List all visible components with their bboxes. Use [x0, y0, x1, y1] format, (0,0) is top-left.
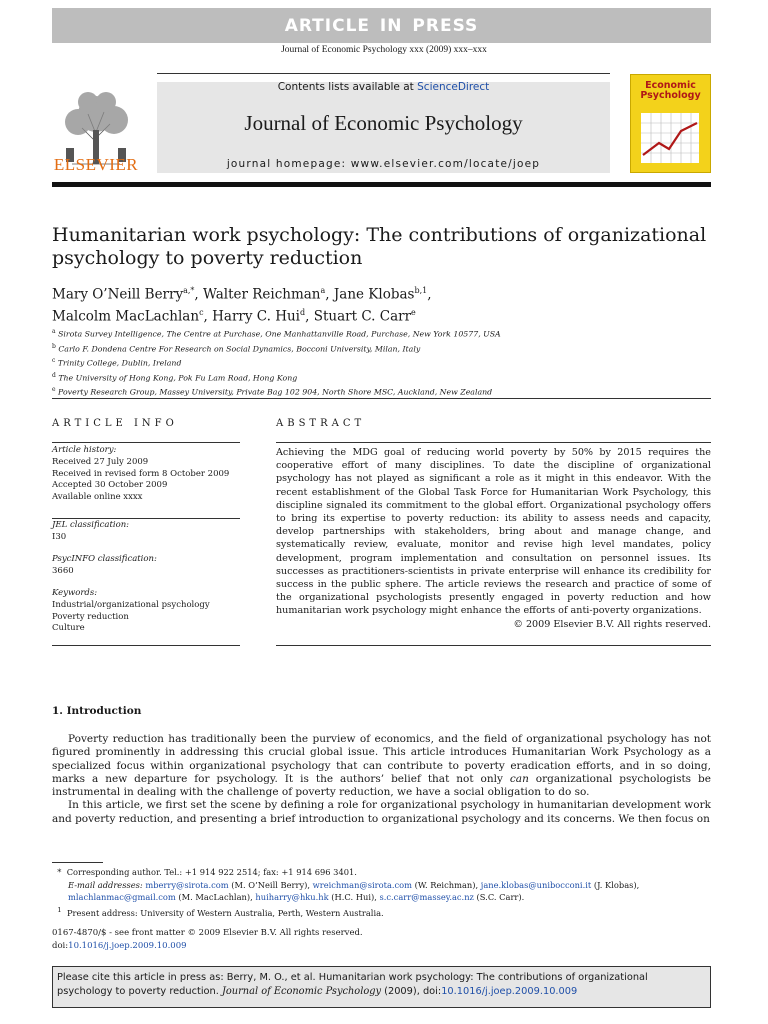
jel-value: I30	[52, 531, 67, 542]
doi-link[interactable]: 10.1016/j.joep.2009.10.009	[68, 940, 187, 951]
author-marker: e	[411, 307, 416, 317]
citation-journal: Journal of Economic Psychology	[221, 986, 382, 997]
keyword: Industrial/organizational psychology	[52, 599, 210, 610]
journal-cover-thumbnail	[630, 74, 711, 173]
affiliation-text: Carlo F. Dondena Centre For Research on Social Dynamics, Bocconi University, Milan, Italy	[58, 344, 421, 354]
email-link[interactable]: huiharry@hku.hk	[255, 892, 329, 902]
email-owner: (M. O’Neill Berry),	[228, 879, 313, 890]
intro-text: Poverty reduction has traditionally been the purview of economics, and the field of organizational psychology has not figured prominently in addressing this crucial global issue. This article introduces Humanitarian Work Psychology as a specialized focus within organizational psychology that can contribute to poverty eradication efforts, and in so doing, marks a new departure for psychology. It is the authors’ belief that not only	[52, 733, 711, 785]
affiliation-item	[52, 355, 712, 370]
footnote-rule	[52, 862, 103, 863]
cover-title-line2: Psychology	[640, 90, 701, 101]
received-date: Received 27 July 2009	[52, 456, 149, 467]
author-name: Mary O’Neill Berry	[52, 286, 184, 303]
intro-paragraph: In this article, we first set the scene by defining a role for organizational psychology in humanitarian development work and poverty reduction, and presenting a brief introduction to organizational psychology and its concerns. We then focus on	[52, 799, 711, 825]
citation-text: Please cite this article in press as: Berry, M. O., et al. Humanitarian work psychology: The contributions of organizational psychology to poverty reduction.	[57, 972, 648, 997]
article-title-line1: Humanitarian work psychology: The contributions of organizational	[52, 224, 707, 246]
citation-box	[52, 966, 711, 1008]
corresponding-text: Corresponding author. Tel.: +1 914 922 2514; fax: +1 914 696 3401.	[66, 867, 357, 877]
affiliation-mark: a	[52, 328, 56, 335]
cover-title	[631, 81, 710, 101]
article-info-label: ARTICLE INFO	[52, 418, 178, 429]
affiliation-mark: e	[52, 386, 56, 394]
abstract-copyright: © 2009 Elsevier B.V. All rights reserved.	[513, 618, 711, 630]
affiliation-item	[52, 370, 712, 385]
elsevier-wordmark: ELSEVIER	[53, 155, 139, 174]
doi-label: doi:	[52, 940, 69, 951]
author-list: Mary O’Neill Berry$^{a,*}$, Walter Reichman$^a$, Jane Klobas$^{b,1}$, Malcolm MacLachlan$^c$, Harry C. Hui$^d$, Stuart C. Carr$^e$	[52, 286, 432, 324]
affiliation-text: Trinity College, Dublin, Ireland	[57, 358, 182, 368]
article-history	[52, 445, 240, 504]
contents-prefix: Contents lists available at	[277, 81, 418, 93]
keywords	[52, 588, 240, 635]
author-name: Harry C. Hui	[212, 308, 301, 324]
intro-text: organizational psychologists be instrumental in dealing with the challenge of poverty reduction, we have a social obligation to do so.	[52, 772, 711, 799]
doi-line	[52, 940, 452, 953]
abstract-rule-top	[276, 442, 711, 443]
email-link[interactable]: wreichman@sirota.com	[312, 879, 413, 890]
issn-line: 0167-4870/$ - see front matter © 2009 Elsevier B.V. All rights reserved.	[52, 928, 363, 938]
author-marker: a	[320, 286, 326, 295]
footnotes	[52, 866, 711, 919]
keyword: Poverty reduction	[52, 611, 129, 622]
citation-doi-link[interactable]: 10.1016/j.joep.2009.10.009	[441, 986, 578, 997]
introduction-heading: 1. Introduction	[52, 705, 142, 717]
email-note	[52, 879, 711, 904]
abstract-rule-bottom	[276, 645, 711, 646]
affiliation-text: The University of Hong Kong, Pok Fu Lam Road, Hong Kong	[58, 373, 298, 383]
affiliation-item	[52, 326, 712, 341]
email-link[interactable]: mberry@sirota.com	[145, 879, 229, 890]
jel-heading: JEL classification:	[52, 520, 130, 530]
psycinfo-heading: PsycINFO classification:	[52, 554, 157, 564]
citation-text: (2009), doi:	[381, 986, 442, 997]
email-owner: (M. MacLachlan),	[175, 892, 256, 902]
cover-title-line1: Economic	[645, 80, 696, 91]
info-rule	[52, 518, 240, 519]
jel-classification	[52, 520, 240, 544]
affiliation-text: Sirota Survey Intelligence, The Centre at Purchase, One Manhattanville Road, Purchase, New York 10577, USA	[58, 329, 501, 339]
abstract-body	[276, 446, 711, 631]
cover-chart-icon	[641, 113, 699, 163]
author-marker: d	[300, 307, 306, 317]
header-bottom-rule	[52, 182, 711, 187]
email-owner: (W. Reichman),	[412, 879, 481, 890]
online-date: Available online xxxx	[52, 492, 143, 503]
journal-homepage[interactable]: journal homepage: www.elsevier.com/locate/joep	[226, 158, 541, 170]
author-marker: a,*	[183, 286, 195, 295]
email-link[interactable]: jane.klobas@unibocconi.it	[480, 879, 592, 890]
section-divider	[52, 398, 711, 399]
article-in-press-banner: ARTICLE IN PRESS	[52, 8, 711, 43]
intro-emphasis: can	[509, 772, 529, 785]
present-address-text: Present address: University of Western Australia, Perth, Western Australia.	[66, 907, 384, 918]
sciencedirect-link[interactable]: ScienceDirect	[417, 81, 490, 93]
header-top-rule	[157, 73, 610, 74]
corresponding-author-note: * Corresponding author. Tel.: +1 914 922 2514; fax: +1 914 696 3401.	[52, 867, 357, 877]
info-rule-bottom	[52, 645, 240, 646]
author-name: Walter Reichman	[203, 286, 321, 303]
accepted-date: Accepted 30 October 2009	[52, 480, 168, 491]
psycinfo-classification	[52, 554, 240, 578]
author-marker: c	[199, 307, 204, 317]
abstract-label: ABSTRACT	[276, 418, 366, 429]
email-owner: (H.C. Hui),	[328, 892, 380, 902]
revised-date: Received in revised form 8 October 2009	[52, 468, 230, 479]
intro-paragraph	[52, 733, 711, 799]
abstract-text: Achieving the MDG goal of reducing world poverty by 50% by 2015 requires the cooperative effort of many disciplines. To date the discipline of organizational psychology has not played as significant a role as it might in this endeavor. With the recent establishment of the Global Task Force for Humanitarian Work Psychology, this discipline signaled its commitment to the global effort. Organizational psychology offers to bring its expertise to poverty reduction: its ability to assess needs and capacity, develop partnerships with stakeholders, bring about and manage change, and systematically review, evaluate, monitor and revise high level mandates, policy development, program implementation and consultation on personnel issues. Its successes as practitioners-scientists in private enterprise will enhance its credibility for success in the public sphere. The article reviews the research and practice of some of the organizational psychologists presently engaged in poverty reduction and how humanitarian work psychology might enhance the efforts of anti-poverty organizations.	[276, 447, 711, 617]
author-name: Jane Klobas	[333, 286, 415, 303]
email-link[interactable]: mlachlanmac@gmail.com	[68, 892, 176, 902]
history-heading: Article history:	[52, 445, 117, 455]
affiliation-item	[52, 384, 712, 399]
email-label: E-mail addresses:	[68, 879, 143, 890]
front-matter	[52, 927, 452, 952]
present-address-note: $^1$ Present address: University of Western Australia, Perth, Western Australia.	[57, 905, 384, 918]
introduction-body	[52, 733, 711, 826]
email-link[interactable]: s.c.carr@massey.ac.nz	[379, 892, 474, 902]
affiliation-item	[52, 341, 712, 356]
journal-reference: Journal of Economic Psychology xxx (2009) xxx–xxx	[281, 45, 487, 55]
affiliation-mark: c	[52, 357, 56, 365]
email-owner: (J. Klobas),	[591, 879, 640, 890]
author-name: Malcolm MacLachlan	[52, 308, 200, 324]
info-rule-top	[52, 442, 240, 443]
affiliation-list	[52, 326, 712, 399]
contents-line	[157, 81, 610, 93]
author-name: Stuart C. Carr	[313, 308, 412, 324]
keywords-heading: Keywords:	[52, 588, 98, 598]
article-title	[52, 224, 712, 270]
affiliation-mark: b	[52, 342, 56, 350]
psycinfo-value: 3660	[52, 565, 74, 576]
keyword: Culture	[52, 623, 85, 634]
article-title-line2: psychology to poverty reduction	[52, 247, 363, 269]
affiliation-mark: d	[52, 371, 56, 379]
journal-title: Journal of Economic Psychology	[244, 111, 523, 135]
email-owner: (S.C. Carr).	[473, 892, 525, 902]
affiliation-text: Poverty Research Group, Massey University, Private Bag 102 904, North Shore MSC, Auckland, New Zealand	[58, 387, 493, 397]
author-marker: b,1	[414, 286, 428, 295]
